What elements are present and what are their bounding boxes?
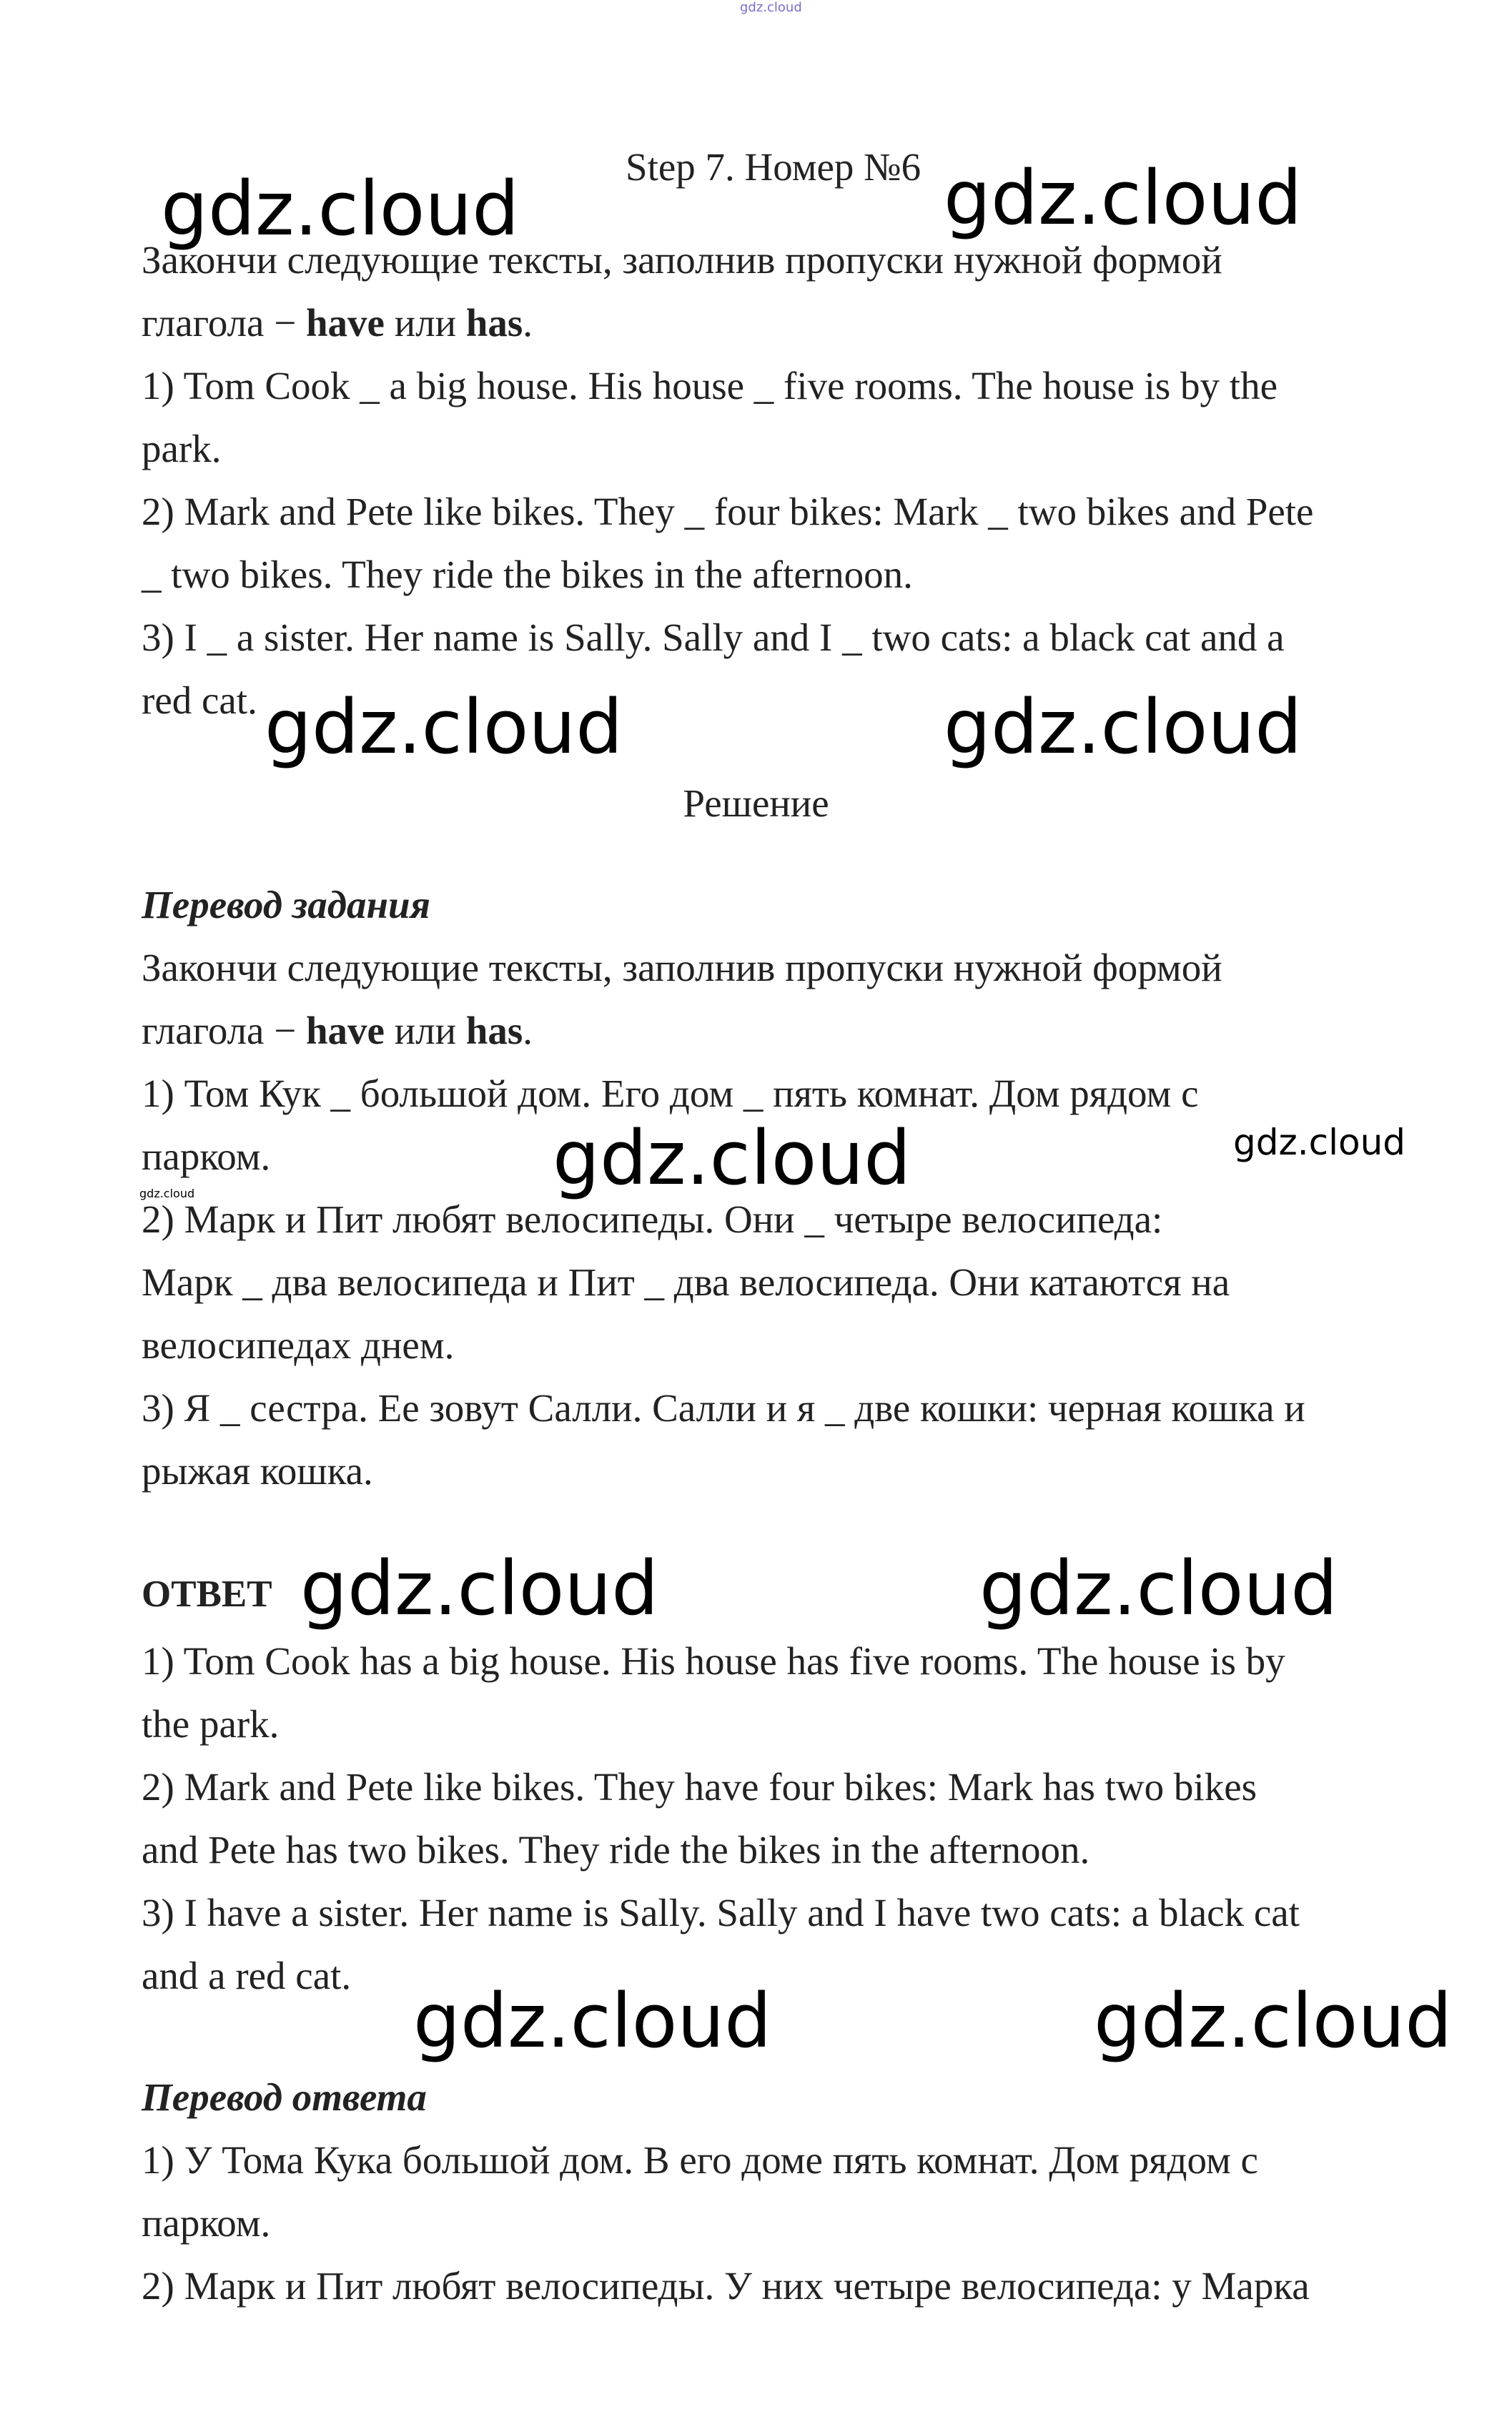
word-or: или	[384, 1009, 466, 1052]
translation-line: 2) Марк и Пит любят велосипеды. Они _ четыре велосипеда:	[142, 1197, 1163, 1241]
watermark: gdz.cloud	[944, 683, 1303, 771]
task-line: 2) Mark and Pete like bikes. They _ four bikes: Mark _ two bikes and Pete	[142, 490, 1314, 533]
top-watermark: gdz.cloud	[740, 0, 802, 15]
task-line: red cat.	[142, 678, 257, 722]
translation-line: 1) Том Кук _ большой дом. Его дом _ пять комнат. Дом рядом с	[142, 1072, 1199, 1115]
task-line: _ two bikes. They ride the bikes in the afternoon.	[142, 553, 913, 596]
answer-line: 2) Mark and Pete like bikes. They have four bikes: Mark has two bikes	[142, 1765, 1257, 1809]
watermark: gdz.cloud	[265, 683, 623, 771]
translation-instruction-line2	[142, 999, 533, 1062]
answer-line: and Pete has two bikes. They ride the bikes in the afternoon.	[142, 1828, 1090, 1872]
answer-translation-line: 2) Марк и Пит любят велосипеды. У них четыре велосипеда: у Марка	[142, 2264, 1310, 2308]
translation-line: 3) Я _ сестра. Ее зовут Салли. Салли и я _ две кошки: черная кошка и	[142, 1386, 1305, 1430]
word-has: has	[465, 1009, 523, 1052]
solution-heading: Решение	[683, 781, 829, 825]
answer-translation-heading: Перевод ответа	[142, 2075, 427, 2119]
task-line: park.	[142, 427, 222, 470]
answer-translation-line: 1) У Тома Кука большой дом. В его доме пять комнат. Дом рядом с	[142, 2138, 1258, 2182]
answer-line: 3) I have a sister. Her name is Sally. Sally and I have two cats: a black cat	[142, 1891, 1300, 1934]
answer-line: 1) Tom Cook has a big house. His house has five rooms. The house is by	[142, 1639, 1285, 1683]
watermark: gdz.cloud	[944, 154, 1303, 242]
word-have: have	[305, 301, 385, 345]
task-translation-heading: Перевод задания	[142, 883, 430, 926]
translation-instruction-line1: Закончи следующие тексты, заполнив пропуски нужной формой	[142, 946, 1222, 989]
task-line: 1) Tom Cook _ a big house. His house _ five rooms. The house is by the	[142, 364, 1278, 407]
watermark: gdz.cloud	[300, 1545, 659, 1632]
period: .	[523, 1009, 533, 1052]
translation-line: велосипедах днем.	[142, 1323, 455, 1367]
watermark: gdz.cloud	[161, 165, 520, 252]
answer-line: and a red cat.	[142, 1954, 352, 1997]
watermark: gdz.cloud	[553, 1114, 911, 1202]
watermark: gdz.cloud	[1233, 1122, 1406, 1163]
translation-line: Марк _ два велосипеда и Пит _ два велосипеда. Они катаются на	[142, 1260, 1230, 1304]
watermark: gdz.cloud	[413, 1977, 772, 2065]
watermark: gdz.cloud	[1094, 1977, 1453, 2065]
answer-line: the park.	[142, 1702, 280, 1746]
task-line: 3) I _ a sister. Her name is Sally. Sally and I _ two cats: a black cat and a	[142, 616, 1285, 659]
watermark: gdz.cloud	[979, 1545, 1338, 1632]
word-has: has	[465, 301, 523, 345]
translation-line: рыжая кошка.	[142, 1449, 373, 1493]
instruction-prefix: глагола −	[142, 1009, 306, 1052]
page-title: Step 7. Номер №6	[626, 145, 921, 189]
translation-line: парком.	[142, 1135, 271, 1178]
word-or: или	[384, 301, 466, 345]
instruction-prefix: глагола −	[142, 301, 306, 345]
answer-heading: ОТВЕТ	[142, 1573, 272, 1615]
task-instruction-line2	[142, 292, 533, 355]
word-have: have	[305, 1009, 385, 1052]
period: .	[523, 301, 533, 345]
task-instruction-line1: Закончи следующие тексты, заполнив пропуски нужной формой	[142, 238, 1222, 282]
watermark: gdz.cloud	[139, 1187, 195, 1200]
answer-translation-line: парком.	[142, 2201, 271, 2245]
